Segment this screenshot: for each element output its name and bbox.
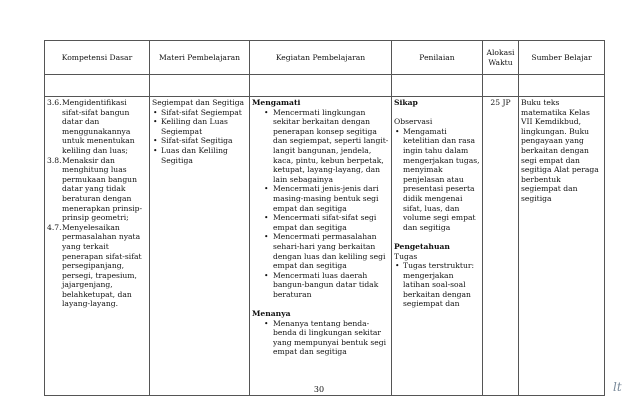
content-row: [45, 97, 605, 396]
corner-mark: lt: [613, 380, 622, 394]
header-kompetensi-dasar: Kompetensi Dasar: [45, 41, 150, 75]
header-materi: Materi Pembelajaran: [150, 41, 250, 75]
list-item: • Menanya tentang benda-benda di lingkungan sekitar yang mempunyai bentuk segi empat dan segitiga: [252, 319, 389, 357]
list-item: • Mencermati luas daerah bangun-bangun datar tidak beraturan: [252, 271, 389, 300]
list-item: • Mencermati permasalahan sehari-hari yang berkaitan dengan luas dan keliling segi empat dan segitiga: [252, 232, 389, 270]
mengamati-list: [252, 108, 389, 300]
materi-title: Segiempat dan Segitiga: [152, 98, 245, 107]
header-row: [45, 41, 605, 75]
penilaian-cell: [392, 97, 483, 396]
tugas-list: [394, 261, 480, 309]
observasi-label: Observasi: [394, 117, 433, 127]
kompetensi-item: 4.7. Menyelesaikan permasalahan nyata yang terkait penerapan sifat-sifat persegipanjang, persegi, trapesium, jajargenjang, belahketupat, dan layang-layang.: [47, 222, 142, 309]
kompetensi-cell: [45, 97, 150, 396]
alokasi-cell: 25 JP: [483, 97, 519, 396]
sumber-cell: Buku teks matematika Kelas VII Kemdikbud, lingkungan. Buku pengayaan yang berkaitan dengan segi empat dan segitiga Alat peraga berbentuk segiempat dan segitiga: [519, 97, 605, 396]
pengetahuan-heading: Pengetahuan: [394, 241, 450, 251]
kegiatan-cell: [250, 97, 392, 396]
materi-cell: [150, 97, 250, 396]
list-item: • Mengamati ketelitian dan rasa ingin tahu dalam mengerjakan tugas, menyimak penjelasan atau presentasi peserta didik mengenai sifat, luas, dan volume segi empat dan segitiga: [394, 127, 480, 233]
list-item: • Keliling dan Luas Segiempat: [152, 117, 247, 136]
kompetensi-item: 3.6. Mengidentifikasi sifat-sifat bangun datar dan menggunakannya untuk menentukan keliling dan luas;: [47, 98, 135, 155]
menanya-heading: Menanya: [252, 309, 291, 319]
list-item: • Mencermati jenis-jenis dari masing-masing bentuk segi empat dan segitiga: [252, 184, 389, 213]
menanya-list: [252, 319, 389, 357]
header-penilaian: Penilaian: [392, 41, 483, 75]
materi-list: [152, 108, 247, 166]
blank-row: [45, 75, 605, 97]
sikap-list: [394, 127, 480, 233]
list-item: • Sifat-sifat Segiempat: [152, 108, 247, 118]
list-item: • Mencermati sifat-sifat segi empat dan segitiga: [252, 213, 389, 232]
header-kegiatan: Kegiatan Pembelajaran: [250, 41, 392, 75]
syllabus-table: [44, 40, 605, 396]
list-item: • Sifat-sifat Segitiga: [152, 136, 247, 146]
header-alokasi: Alokasi Waktu: [483, 41, 519, 75]
list-item: • Tugas terstruktur: mengerjakan latihan soal-soal berkaitan dengan segiempat dan: [394, 261, 480, 309]
list-item: • Luas dan Keliling Segitiga: [152, 146, 247, 165]
header-sumber: Sumber Belajar: [519, 41, 605, 75]
tugas-label: Tugas: [394, 251, 418, 261]
mengamati-heading: Mengamati: [252, 98, 301, 107]
kompetensi-item: 3.8. Menaksir dan menghitung luas permukaan bangun datar yang tidak beraturan dengan menerapkan prinsip-prinsip geometri;: [47, 155, 143, 223]
list-item: • Mencermati lingkungan sekitar berkaitan dengan penerapan konsep segitiga dan segiempat, seperti langit-langit bangunan, jendela, kaca, pintu, kebun berpetak, ketupat, layang-layang, dan lain sebagainya: [252, 108, 389, 185]
page-number: 30: [313, 385, 325, 394]
sikap-heading: Sikap: [394, 98, 418, 107]
